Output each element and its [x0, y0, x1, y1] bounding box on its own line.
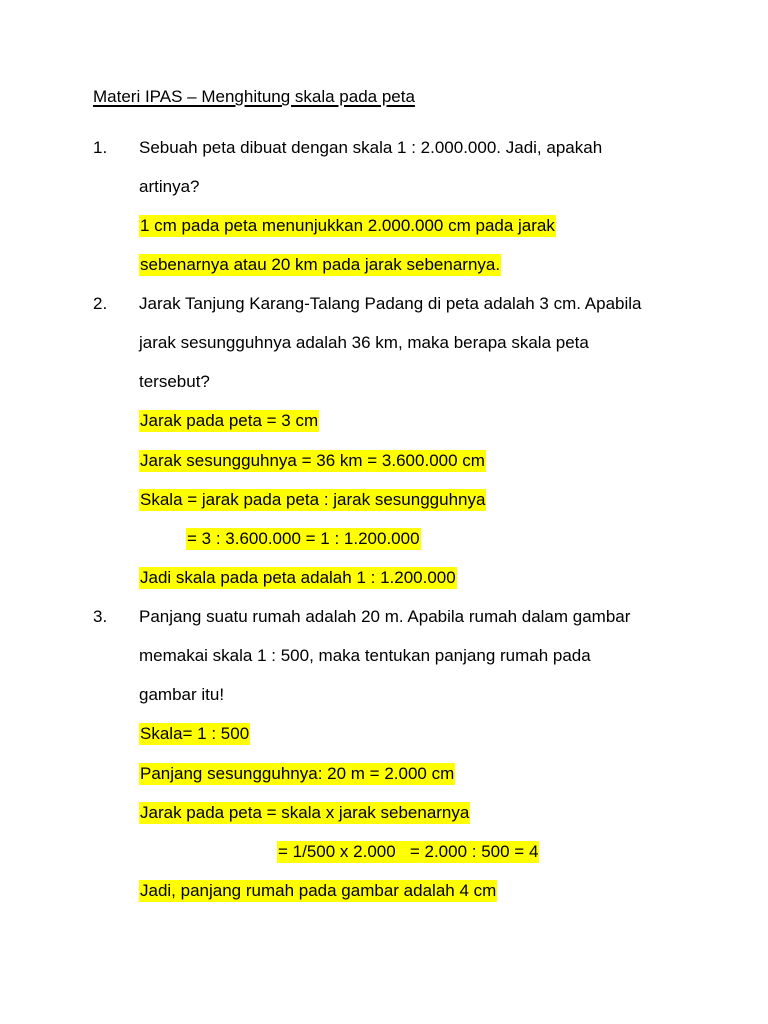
question-line: gambar itu! [139, 685, 225, 704]
question-line: memakai skala 1 : 500, maka tentukan panjang rumah pada [139, 646, 591, 665]
document-title: Materi IPAS – Menghitung skala pada peta [93, 87, 415, 106]
answer-line [139, 450, 486, 472]
answer-highlight: Panjang sesungguhnya: 20 m = 2.000 cm [140, 764, 455, 783]
item-number: 3. [93, 607, 108, 626]
answer-highlight: 1 cm pada peta menunjukkan 2.000.000 cm pada jarak [140, 216, 555, 235]
question-line: tersebut? [139, 372, 210, 391]
answer-line [139, 254, 501, 276]
answer-line [139, 802, 470, 824]
question-line: Panjang suatu rumah adalah 20 m. Apabila rumah dalam gambar [139, 607, 631, 626]
answer-highlight: sebenarnya atau 20 km pada jarak sebenarnya. [140, 255, 501, 274]
question-line: jarak sesungguhnya adalah 36 km, maka berapa skala peta [139, 333, 589, 352]
answer-highlight: Jarak sesungguhnya = 36 km = 3.600.000 cm [140, 451, 485, 470]
answer-highlight: Skala= 1 : 500 [140, 724, 250, 743]
answer-line [139, 489, 486, 511]
answer-line [139, 763, 455, 785]
answer-line [139, 215, 556, 237]
answer-highlight: Jadi, panjang rumah pada gambar adalah 4 cm [140, 881, 497, 900]
answer-highlight: = 1/500 x 2.000 = 2.000 : 500 = 4 [278, 842, 539, 861]
question-line: artinya? [139, 177, 200, 196]
item-number: 1. [93, 138, 108, 157]
answer-highlight: Jarak pada peta = 3 cm [140, 411, 319, 430]
question-line: Jarak Tanjung Karang-Talang Padang di peta adalah 3 cm. Apabila [139, 294, 642, 313]
answer-highlight: Skala = jarak pada peta : jarak sesungguhnya [140, 490, 486, 509]
answer-line [139, 880, 497, 902]
answer-line [139, 567, 457, 589]
answer-highlight: Jadi skala pada peta adalah 1 : 1.200.000 [140, 568, 456, 587]
answer-highlight: = 3 : 3.600.000 = 1 : 1.200.000 [187, 529, 420, 548]
item-number: 2. [93, 294, 108, 313]
answer-line [139, 723, 250, 745]
question-line: Sebuah peta dibuat dengan skala 1 : 2.000.000. Jadi, apakah [139, 138, 603, 157]
answer-line [139, 410, 319, 432]
answer-line [186, 528, 421, 550]
answer-highlight: Jarak pada peta = skala x jarak sebenarnya [140, 803, 470, 822]
answer-line [277, 841, 539, 863]
